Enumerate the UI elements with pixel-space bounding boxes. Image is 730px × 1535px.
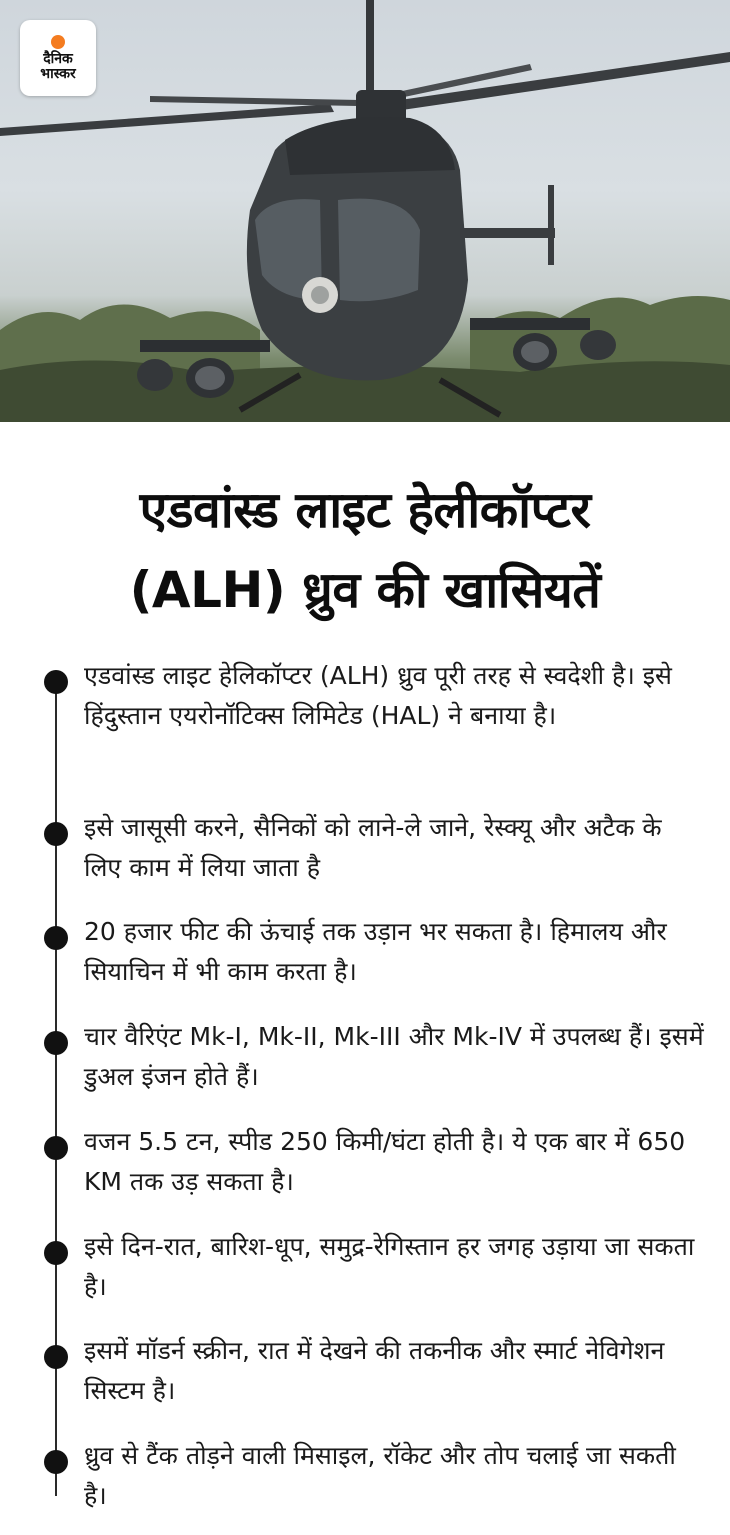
fact-text: इसे जासूसी करने, सैनिकों को लाने-ले जाने, रेस्क्यू और अटैक के लिए काम में लिया जाता है (84, 813, 662, 882)
page-title (0, 470, 730, 630)
fact-text: 20 हजार फीट की ऊंचाई तक उड़ान भर सकता है। हिमालय और सियाचिन में भी काम करता है। (84, 917, 667, 986)
timeline-line (55, 676, 57, 1496)
title-line2: (ALH) ध्रुव की खासियतें (129, 561, 601, 619)
sun-icon (51, 35, 65, 49)
fact-text: ध्रुव से टैंक तोड़ने वाली मिसाइल, रॉकेट और तोप चलाई जा सकती है। (84, 1441, 676, 1510)
title-line1: एडवांस्ड लाइट हेलीकॉप्टर (139, 481, 591, 539)
bullet-icon (44, 1031, 68, 1055)
bullet-icon (44, 670, 68, 694)
logo-text-line1: दैनिक (43, 50, 73, 67)
helicopter-illustration (0, 0, 730, 422)
dainik-bhaskar-logo[interactable] (20, 20, 96, 96)
hero-image (0, 0, 730, 422)
fact-text: एडवांस्ड लाइट हेलिकॉप्टर (ALH) ध्रुव पूरी तरह से स्वदेशी है। इसे हिंदुस्तान एयरोनॉटिक्स लिमिटेड (HAL) ने बनाया है। (84, 661, 672, 730)
bullet-icon (44, 1450, 68, 1474)
fact-text: वजन 5.5 टन, स्पीड 250 किमी/घंटा होती है। ये एक बार में 650 KM तक उड़ सकता है। (84, 1127, 686, 1196)
bullet-icon (44, 926, 68, 950)
fact-text: इसे दिन-रात, बारिश-धूप, समुद्र-रेगिस्तान हर जगह उड़ाया जा सकता है। (84, 1232, 695, 1301)
bullet-icon (44, 1241, 68, 1265)
fact-text: इसमें मॉडर्न स्क्रीन, रात में देखने की तकनीक और स्मार्ट नेविगेशन सिस्टम है। (84, 1336, 665, 1405)
logo-text-line2: भास्कर (40, 65, 76, 82)
bullet-icon (44, 1136, 68, 1160)
bullet-icon (44, 822, 68, 846)
fact-text: चार वैरिएंट Mk-I, Mk-II, Mk-III और Mk-IV में उपलब्ध हैं। इसमें डुअल इंजन होते हैं। (84, 1022, 704, 1091)
bullet-icon (44, 1345, 68, 1369)
